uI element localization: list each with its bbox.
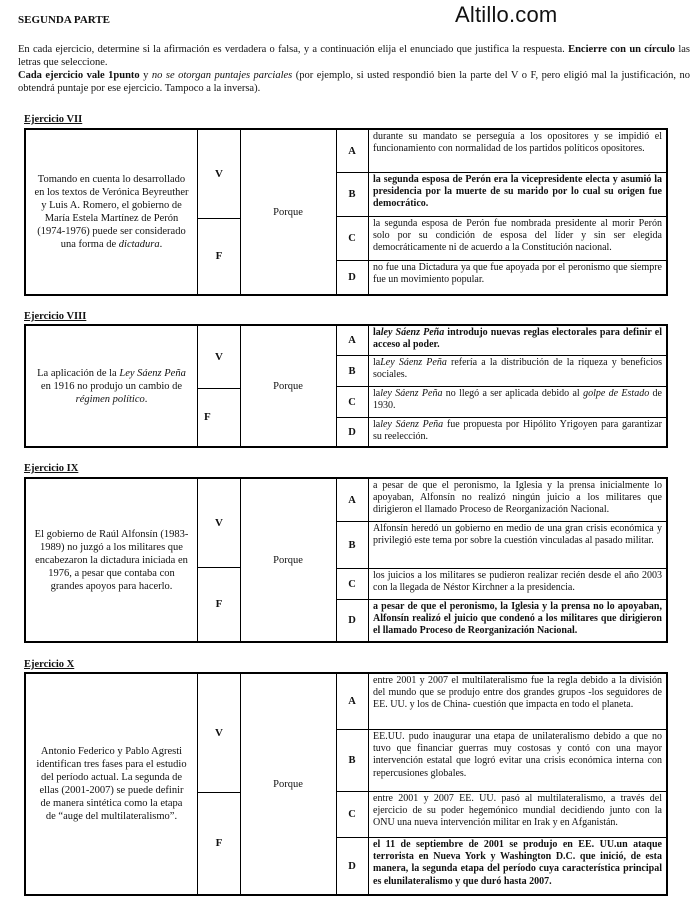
exercise-ix-statement: El gobierno de Raúl Alfonsín (1983-1989) no juzgó a los militares que encabezaron la dictadura iniciada en 1976, a pesar que contaba con grandes apoyos para hacerlo.	[26, 479, 198, 641]
false-option[interactable]: F	[215, 837, 223, 849]
option-letter[interactable]: A	[336, 479, 369, 521]
option-row[interactable]	[336, 387, 666, 418]
statement-text: .	[144, 393, 148, 405]
porque-label: Porque	[240, 479, 337, 641]
option-text-part: la	[373, 419, 381, 430]
option-letter[interactable]: D	[336, 261, 369, 294]
site-watermark: Altillo.com	[455, 2, 558, 27]
option-text: EE.UU. pudo inaugurar una etapa de unilateralismo debido a que no tuvo que financiar guerras muy costosas y contó con una mayor intervención estatal que logró evitar una crisis económica interna con repercusiones globales.	[373, 731, 662, 779]
option-letter[interactable]: A	[336, 674, 369, 729]
option-letter[interactable]: B	[336, 173, 369, 216]
option-row[interactable]	[336, 674, 666, 730]
exercise-ix-table	[24, 477, 668, 643]
option-text: la segunda esposa de Perón era la vicepresidente electa y asumió la presidencia por la muerte de su marido por lo cual su origen fue democrático.	[373, 174, 662, 210]
option-text: entre 2001 y 2007 el multilateralismo fue la regla debido a la división del mundo que se produjo entre dos grandes grupos -los seguidores de EE. UU. y los de China- cuestión que impacta en todo el planeta.	[373, 675, 662, 711]
instructions-no-partial: no se otorgan puntajes parciales	[151, 70, 293, 81]
true-false-column	[198, 326, 241, 446]
exercise-ix-title: Ejercicio IX	[24, 463, 79, 474]
option-text: el 11 de septiembre de 2001 se produjo en EE. UU.un ataque terrorista en Nueva York y Washington D.C. que inició, de esta manera, la segunda etapa del período cuya característica principal es elunilateralismo y que duró hasta 2007.	[373, 839, 662, 887]
justification-options	[336, 326, 666, 446]
option-row[interactable]	[336, 838, 666, 894]
section-title: SEGUNDA PARTE	[18, 14, 111, 26]
option-text	[368, 356, 666, 386]
statement-text: en 1916 no produjo un cambio de	[40, 380, 183, 392]
option-letter[interactable]: D	[336, 418, 369, 446]
exercise-vii-title: Ejercicio VII	[24, 114, 83, 125]
option-text: a pesar de que el peronismo, la Iglesia y la prensa no lo apoyaban, Alfonsín realizó el juicio que condenó a los militares que dirigieron el llamado Proceso de Reorganización Nacional.	[373, 601, 662, 637]
option-text-part: no llegó a ser aplicada debido al	[442, 388, 584, 399]
law-name: ley Sáenz Peña	[380, 419, 444, 430]
option-letter[interactable]: C	[336, 217, 369, 260]
option-text: durante su mandato se perseguía a los opositores y se impidió el funcionamiento con normalidad de los partidos políticos opositores.	[373, 131, 662, 155]
exercise-viii-title: Ejercicio VIII	[24, 311, 87, 322]
statement-emphasis: Ley Sáenz Peña	[119, 367, 186, 379]
option-letter[interactable]: C	[336, 792, 369, 837]
option-emphasis: golpe de Estado	[583, 388, 650, 399]
instructions-points: Cada ejercicio vale 1punto	[18, 70, 140, 81]
option-text: la segunda esposa de Perón fue nombrada presidente al morir Perón solo por su condición de esposa del líder y sin ser elegida democráticamente ni de acuerdo a la Constitución nacional.	[373, 218, 662, 254]
option-row[interactable]	[336, 326, 666, 356]
law-name: Ley Sáenz Peña	[380, 357, 447, 368]
statement-emphasis: régimen político	[75, 393, 145, 405]
statement-text: La aplicación de la	[37, 367, 120, 379]
instructions-emphasis: Encierre con un círculo	[568, 44, 676, 55]
option-row[interactable]	[336, 173, 666, 217]
exercise-viii-table	[24, 324, 668, 448]
option-row[interactable]	[336, 730, 666, 792]
true-option[interactable]: V	[198, 674, 240, 793]
true-false-column	[198, 674, 241, 894]
law-name: ley Sáenz Peña	[380, 327, 445, 338]
option-text	[368, 326, 666, 355]
true-false-column	[198, 130, 241, 294]
exercise-x-table	[24, 672, 668, 896]
option-text-part: de 1930.	[373, 388, 662, 412]
statement-emphasis: dictadura	[118, 239, 160, 250]
option-letter[interactable]: C	[336, 569, 369, 599]
justification-options	[336, 130, 666, 294]
option-text-part: la	[373, 357, 381, 368]
option-text-part: la	[373, 327, 381, 338]
option-text: los juicios a los militares se pudieron realizar recién desde el año 2003 con la llegada de Néstor Kirchner a la presidencia.	[373, 570, 662, 594]
statement-text: Tomando en cuenta lo desarrollado en los textos de Verónica Beyreuther y Luis A. Romero, el gobierno de María Estela Martínez de Perón (1974-1976) puede ser considerado una forma de	[34, 174, 189, 250]
instructions-text: las letras que seleccione.	[18, 44, 690, 68]
instructions-text: (por ejemplo, si usted respondió bien la parte del V o F, pero eligió mal la justificación, no obtendrá puntaje por ese ejercicio. Tampoco a la inversa).	[18, 70, 691, 94]
option-text-part: introdujo nuevas reglas electorales para definir el acceso al poder.	[373, 327, 663, 351]
false-option[interactable]: F	[204, 411, 211, 423]
option-text: entre 2001 y 2007 EE. UU. pasó al multilateralismo, a través del ejercicio de su poder hegemónico mundial decidiendo junto con la ONU una nueva intervención militar en Irak y en Afganistán.	[373, 793, 662, 829]
option-letter[interactable]: B	[336, 522, 369, 568]
true-false-column	[198, 479, 241, 641]
option-text-part: fue propuesta por Hipólito Yrigoyen para garantizar su reelección.	[373, 419, 662, 443]
option-letter[interactable]: B	[336, 730, 369, 791]
true-option[interactable]: V	[198, 479, 240, 568]
porque-label: Porque	[240, 326, 337, 446]
exercise-vii-statement	[26, 130, 198, 294]
option-row[interactable]	[336, 792, 666, 838]
true-option[interactable]: V	[198, 326, 240, 389]
option-text: a pesar de que el peronismo, la Iglesia y la prensa inicialmente lo apoyaban, Alfonsín no realizó ningún juicio a los militares que dirigieron el llamado Proceso de Reorganización Nacional.	[373, 480, 662, 516]
option-letter[interactable]: D	[336, 600, 369, 641]
option-row[interactable]	[336, 261, 666, 294]
option-letter[interactable]: D	[336, 838, 369, 894]
instructions-text: En cada ejercicio, determine si la afirmación es verdadera o falsa, y a continuación elija el enunciado que justifica la respuesta.	[18, 44, 569, 55]
porque-label: Porque	[240, 130, 337, 294]
option-text-part: la	[373, 388, 381, 399]
exercise-viii-statement	[26, 326, 198, 446]
option-text: Alfonsín heredó un gobierno en medio de una gran crisis económica y privilegió este tema por sobre la cuestión vinculadas al pasado militar.	[373, 523, 662, 547]
porque-label: Porque	[240, 674, 337, 894]
option-row[interactable]	[336, 130, 666, 173]
statement-text: .	[159, 239, 163, 250]
false-option[interactable]: F	[215, 598, 223, 610]
option-letter[interactable]: A	[336, 130, 369, 172]
option-text: no fue una Dictadura ya que fue apoyada por el peronismo que siempre fue un movimiento popular.	[373, 262, 662, 286]
option-row[interactable]	[336, 418, 666, 446]
option-row[interactable]	[336, 356, 666, 387]
option-row[interactable]	[336, 569, 666, 600]
option-row[interactable]	[336, 479, 666, 522]
false-option[interactable]: F	[215, 250, 223, 262]
instructions-text: y	[139, 70, 152, 81]
option-letter[interactable]: B	[336, 356, 369, 386]
exercise-x-statement: Antonio Federico y Pablo Agresti identifican tres fases para el estudio del período actual. La segunda de ellas (2001-2007) se puede definir de manera sintética como la etapa de “auge del multilateralismo”.	[26, 674, 198, 894]
option-row[interactable]	[336, 600, 666, 641]
option-row[interactable]	[336, 217, 666, 261]
justification-options	[336, 674, 666, 894]
instructions	[18, 43, 690, 95]
true-option[interactable]: V	[198, 130, 240, 219]
option-letter[interactable]: C	[336, 387, 369, 417]
option-text	[368, 418, 666, 446]
option-text	[368, 387, 666, 417]
exercise-vii-table	[24, 128, 668, 296]
law-name: ley Sáenz Peña	[380, 388, 443, 399]
exercise-x-title: Ejercicio X	[24, 659, 75, 670]
option-row[interactable]	[336, 522, 666, 569]
option-text-part: refería a la distribución de la riqueza y beneficios sociales.	[373, 357, 662, 381]
option-letter[interactable]: A	[336, 326, 369, 355]
justification-options	[336, 479, 666, 641]
